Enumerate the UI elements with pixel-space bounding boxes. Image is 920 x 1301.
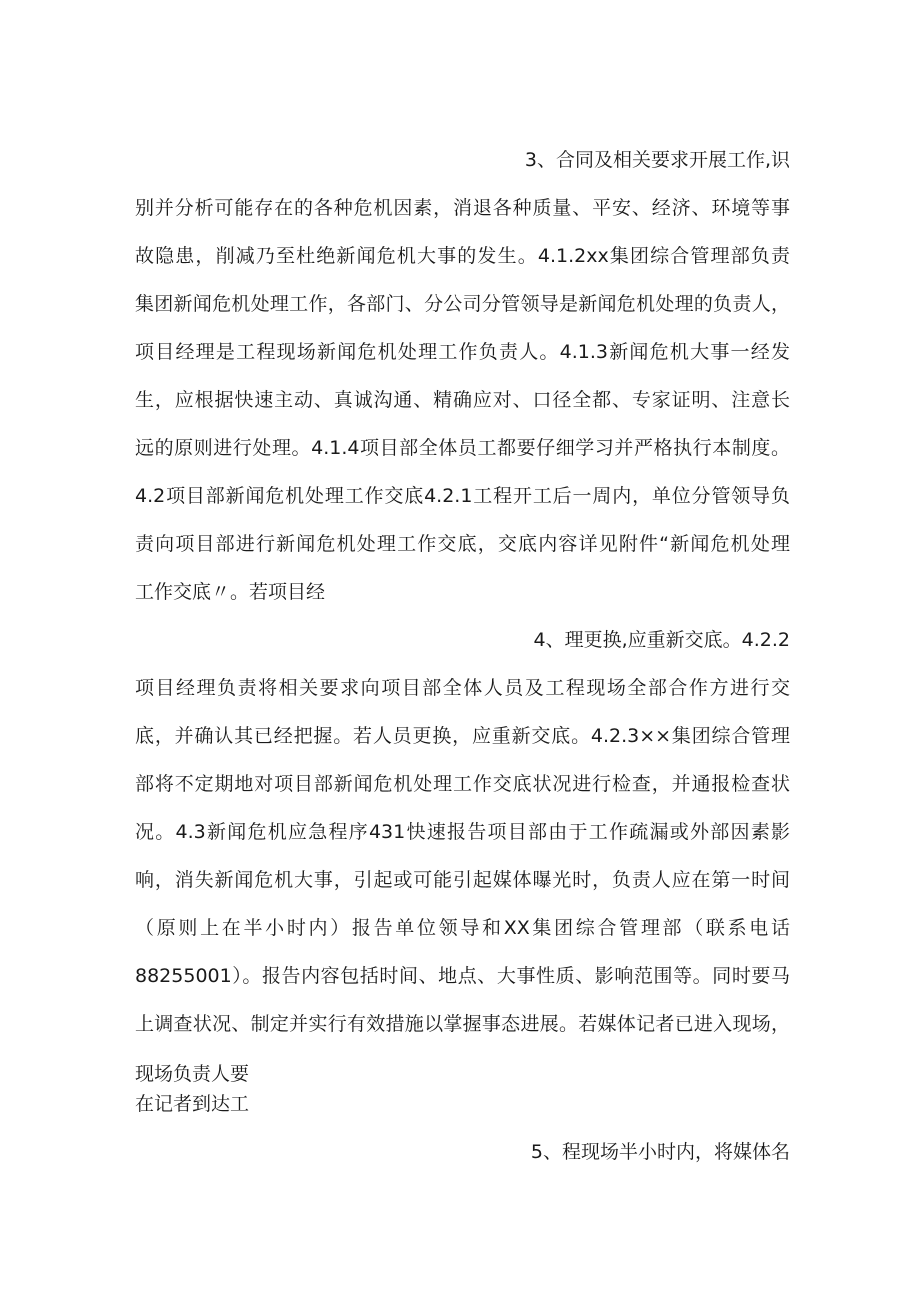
text-line: 故隐患，削减乃至杜绝新闻危机大事的发生。4.1.2xx集团综合管理部负责 xyxy=(135,245,790,267)
text-line: 5、程现场半小时内，将媒体名 xyxy=(530,1141,790,1163)
text-line: 4.2项目部新闻危机处理工作交底4.2.1工程开工后一周内，单位分管领导负 xyxy=(135,485,790,507)
text-line: 现场负责人要 xyxy=(135,1063,250,1085)
text-line: （原则上在半小时内）报告单位领导和XX集团综合管理部（联系电话 xyxy=(135,917,790,939)
text-line: 响，消失新闻危机大事，引起或可能引起媒体曝光时，负责人应在第一时间 xyxy=(135,869,790,891)
text-line: 况。4.3新闻危机应急程序431快速报告项目部由于工作疏漏或外部因素影 xyxy=(135,821,790,843)
text-line: 生，应根据快速主动、真诚沟通、精确应对、口径全都、专家证明、注意长 xyxy=(135,389,790,411)
text-line: 在记者到达工 xyxy=(135,1093,250,1115)
text-line: 部将不定期地对项目部新闻危机处理工作交底状况进行检查，并通报检查状 xyxy=(135,773,790,795)
text-line: 别并分析可能存在的各种危机因素，消退各种质量、平安、经济、环境等事 xyxy=(135,197,790,219)
text-line: 工作交底〃。若项目经 xyxy=(135,581,326,603)
text-line: 上调查状况、制定并实行有效措施以掌握事态进展。若媒体记者已进入现场， xyxy=(135,1013,790,1035)
text-line: 项目经理是工程现场新闻危机处理工作负责人。4.1.3新闻危机大事一经发 xyxy=(135,341,790,363)
text-line: 责向项目部进行新闻危机处理工作交底，交底内容详见附件“新闻危机处理 xyxy=(135,533,790,555)
text-line: 集团新闻危机处理工作，各部门、分公司分管领导是新闻危机处理的负责人， xyxy=(135,293,790,315)
text-line: 4、理更换,应重新交底。4.2.2 xyxy=(533,629,790,651)
text-line: 88255001）。报告内容包括时间、地点、大事性质、影响范围等。同时要马 xyxy=(135,965,790,987)
text-line: 远的原则进行处理。4.1.4项目部全体员工都要仔细学习并严格执行本制度。 xyxy=(135,437,790,459)
text-line: 底，并确认其已经把握。若人员更换，应重新交底。4.2.3××集团综合管理 xyxy=(135,725,790,747)
text-line: 项目经理负责将相关要求向项目部全体人员及工程现场全部合作方进行交 xyxy=(135,677,790,699)
text-line: 3、合同及相关要求开展工作,识 xyxy=(524,149,790,171)
